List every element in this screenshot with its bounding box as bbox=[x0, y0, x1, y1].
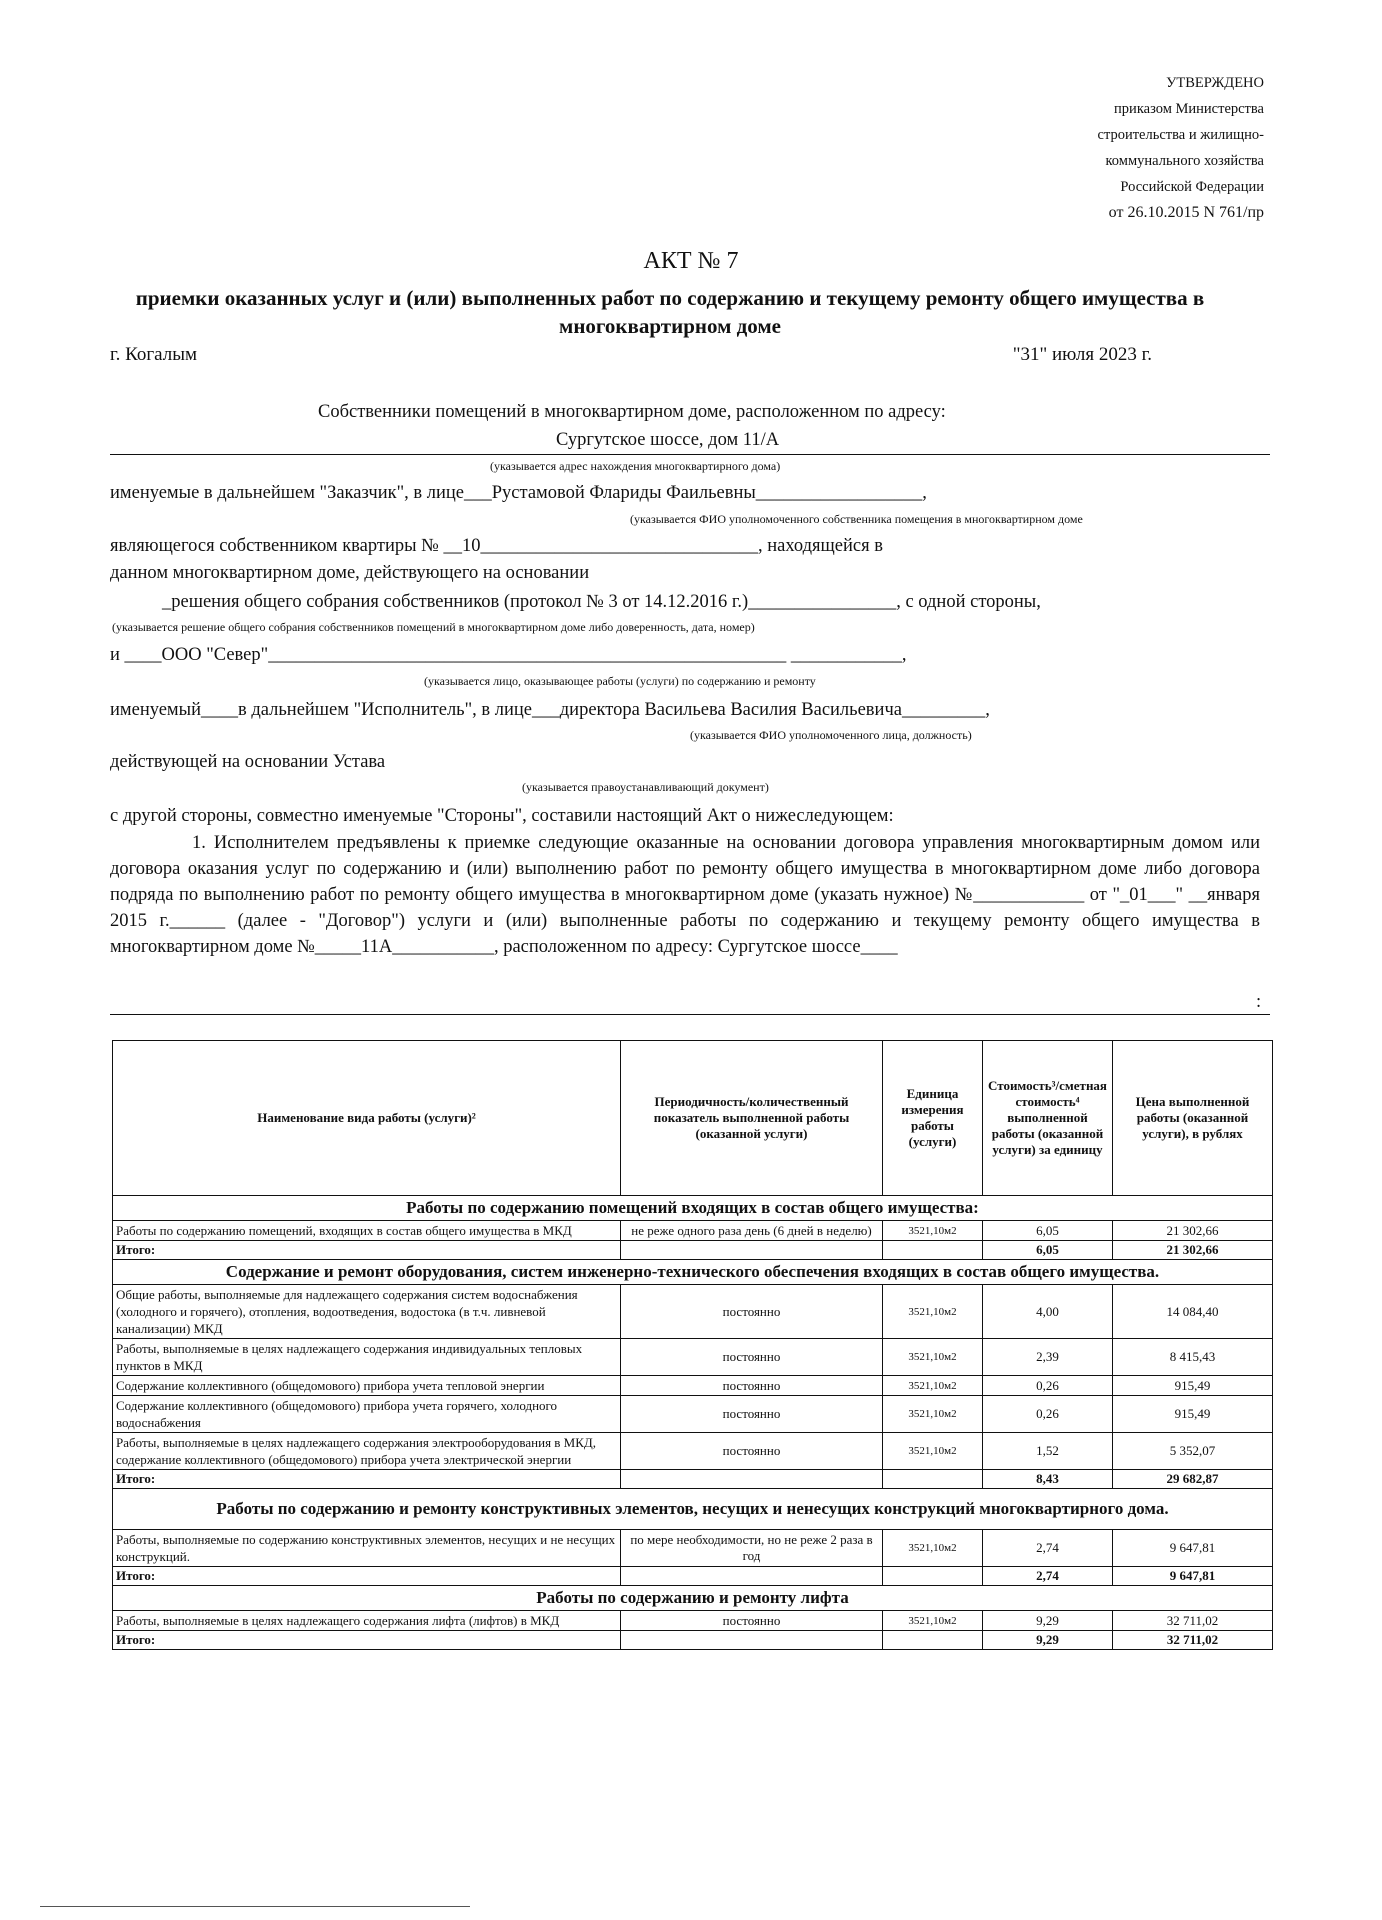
contractor-hint: (указывается лицо, оказывающее работы (услуги) по содержанию и ремонту bbox=[424, 674, 816, 688]
header-unit: Единица измерения работы (услуги) bbox=[883, 1041, 983, 1196]
colon-mark: : bbox=[1256, 992, 1262, 1012]
total-row bbox=[113, 1567, 1273, 1586]
total-label: Итого: bbox=[113, 1241, 621, 1260]
work-name: Содержание коллективного (общедомового) прибора учета тепловой энергии bbox=[113, 1376, 621, 1396]
work-period: постоянно bbox=[621, 1611, 883, 1631]
charter-hint: (указывается правоустанавливающий документ) bbox=[522, 780, 769, 794]
table-row bbox=[113, 1530, 1273, 1567]
work-price: 915,49 bbox=[1113, 1396, 1273, 1433]
table-header-row bbox=[113, 1041, 1273, 1196]
approval-line: Российской Федерации bbox=[1120, 179, 1264, 195]
footer-divider bbox=[40, 1906, 470, 1907]
contractor-line: и ____ООО "Север"________________________________________________________ ____________, bbox=[110, 645, 907, 665]
table-row bbox=[113, 1285, 1273, 1339]
approval-line: строительства и жилищно- bbox=[1097, 127, 1264, 143]
work-unit: 3521,10м2 bbox=[883, 1530, 983, 1567]
customer-line: именуемые в дальнейшем "Заказчик", в лице___Рустамовой Флариды Фаильевны__________________, bbox=[110, 483, 927, 503]
work-price: 21 302,66 bbox=[1113, 1221, 1273, 1241]
basis-line: данном многоквартирном доме, действующего на основании bbox=[110, 563, 590, 583]
section-title: Работы по содержанию и ремонту лифта bbox=[113, 1586, 1273, 1611]
work-name: Общие работы, выполняемые для надлежащего содержания систем водоснабжения (холодного и горячего), отопления, водоотведения, водостока (в т.ч. ливневой канализации) МКД bbox=[113, 1285, 621, 1339]
work-cost: 2,74 bbox=[983, 1530, 1113, 1567]
work-name: Работы, выполняемые в целях надлежащего содержания индивидуальных тепловых пунктов в МКД bbox=[113, 1339, 621, 1376]
work-price: 32 711,02 bbox=[1113, 1611, 1273, 1631]
work-cost: 2,39 bbox=[983, 1339, 1113, 1376]
act-number: АКТ № 7 bbox=[643, 248, 739, 274]
address-hint: (указывается адрес нахождения многоквартирного дома) bbox=[490, 459, 781, 473]
total-price: 32 711,02 bbox=[1113, 1631, 1273, 1650]
work-unit: 3521,10м2 bbox=[883, 1611, 983, 1631]
work-cost: 0,26 bbox=[983, 1376, 1113, 1396]
table-row bbox=[113, 1376, 1273, 1396]
work-cost: 1,52 bbox=[983, 1433, 1113, 1470]
work-price: 915,49 bbox=[1113, 1376, 1273, 1396]
customer-hint: (указывается ФИО уполномоченного собственника помещения в многоквартирном доме bbox=[630, 512, 1083, 526]
work-cost: 9,29 bbox=[983, 1611, 1113, 1631]
approval-line: от 26.10.2015 N 761/пр bbox=[1108, 204, 1264, 221]
work-cost: 0,26 bbox=[983, 1396, 1113, 1433]
work-period: по мере необходимости, но не реже 2 раза в год bbox=[621, 1530, 883, 1567]
total-price: 9 647,81 bbox=[1113, 1567, 1273, 1586]
paragraph-1 bbox=[110, 830, 1260, 960]
table-row bbox=[113, 1339, 1273, 1376]
work-name: Работы, выполняемые по содержанию конструктивных элементов, несущих и не несущих конструкций. bbox=[113, 1530, 621, 1567]
executor-line: именуемый____в дальнейшем "Исполнитель", в лице___директора Васильева Василия Васильевича_________, bbox=[110, 700, 990, 720]
work-name: Содержание коллективного (общедомового) прибора учета горячего, холодного водоснабжения bbox=[113, 1396, 621, 1433]
header-price: Цена выполненной работы (оказанной услуги), в рублях bbox=[1113, 1041, 1273, 1196]
work-unit: 3521,10м2 bbox=[883, 1339, 983, 1376]
total-row bbox=[113, 1470, 1273, 1489]
work-unit: 3521,10м2 bbox=[883, 1396, 983, 1433]
paragraph-1-text: 1. Исполнителем предъявлены к приемке следующие оказанные на основании договора управления многоквартирным домом или договора оказания услуг по содержанию и (или) выполнению работ по ремонту общего имущества в многоквартирном доме либо договора подряда по выполнению работ по ремонту общего имущества в многоквартирном доме (указать нужное) №____________ от "_01___" __января 2015 г.______ (далее - "Договор") услуги и (или) выполненные работы по содержанию и текущему ремонту общего имущества в многоквартирном доме №_____11А___________, расположенном по адресу: Сургутское шоссе____ bbox=[110, 833, 1260, 957]
agreement-intro: с другой стороны, совместно именуемые "Стороны", составили настоящий Акт о нижеследующем: bbox=[110, 806, 894, 826]
total-cost: 8,43 bbox=[983, 1470, 1113, 1489]
work-period: постоянно bbox=[621, 1396, 883, 1433]
approval-line: коммунального хозяйства bbox=[1105, 153, 1264, 169]
work-unit: 3521,10м2 bbox=[883, 1285, 983, 1339]
header-cost: Стоимость³/сметная стоимость⁴ выполненной работы (оказанной услуги) за единицу bbox=[983, 1041, 1113, 1196]
total-price: 29 682,87 bbox=[1113, 1470, 1273, 1489]
city: г. Когалым bbox=[110, 344, 198, 365]
work-period: не реже одного раза день (6 дней в неделю) bbox=[621, 1221, 883, 1241]
total-cost: 9,29 bbox=[983, 1631, 1113, 1650]
total-row bbox=[113, 1241, 1273, 1260]
section-title: Содержание и ремонт оборудования, систем инженерно-технического обеспечения входящих в состав общего имущества. bbox=[113, 1260, 1273, 1285]
work-unit: 3521,10м2 bbox=[883, 1221, 983, 1241]
total-price: 21 302,66 bbox=[1113, 1241, 1273, 1260]
table-row bbox=[113, 1396, 1273, 1433]
table-row bbox=[113, 1611, 1273, 1631]
total-label: Итого: bbox=[113, 1567, 621, 1586]
work-period: постоянно bbox=[621, 1376, 883, 1396]
work-unit: 3521,10м2 bbox=[883, 1433, 983, 1470]
work-name: Работы по содержанию помещений, входящих в состав общего имущества в МКД bbox=[113, 1221, 621, 1241]
approval-line: приказом Министерства bbox=[1114, 101, 1264, 117]
approval-line: УТВЕРЖДЕНО bbox=[1166, 75, 1264, 91]
underline bbox=[110, 1014, 1270, 1015]
act-subtitle: приемки оказанных услуг и (или) выполненных работ по содержанию и текущему ремонту общего имущества в многоквартирном доме bbox=[135, 286, 1205, 338]
total-label: Итого: bbox=[113, 1470, 621, 1489]
work-period: постоянно bbox=[621, 1285, 883, 1339]
owners-intro: Собственники помещений в многоквартирном доме, расположенном по адресу: bbox=[318, 402, 946, 422]
works-table bbox=[112, 1040, 1273, 1650]
total-cost: 6,05 bbox=[983, 1241, 1113, 1260]
section-row bbox=[113, 1489, 1273, 1530]
approval-block bbox=[1098, 70, 1264, 226]
header-period: Периодичность/количественный показатель выполненной работы (оказанной услуги) bbox=[621, 1041, 883, 1196]
work-price: 14 084,40 bbox=[1113, 1285, 1273, 1339]
total-label: Итого: bbox=[113, 1631, 621, 1650]
table-row bbox=[113, 1433, 1273, 1470]
decision-line: _решения общего собрания собственников (протокол № 3 от 14.12.2016 г.)________________, с одной стороны, bbox=[162, 592, 1041, 612]
act-date: "31" июля 2023 г. bbox=[1012, 344, 1152, 365]
total-row bbox=[113, 1631, 1273, 1650]
underline bbox=[110, 454, 1270, 455]
charter-line: действующей на основании Устава bbox=[110, 752, 386, 772]
owner-line: являющегося собственником квартиры № __10______________________________, находящейся в bbox=[110, 536, 883, 556]
work-period: постоянно bbox=[621, 1339, 883, 1376]
section-title: Работы по содержанию помещений входящих в состав общего имущества: bbox=[113, 1196, 1273, 1221]
house-address: Сургутское шоссе, дом 11/А bbox=[556, 430, 780, 450]
work-unit: 3521,10м2 bbox=[883, 1376, 983, 1396]
work-price: 5 352,07 bbox=[1113, 1433, 1273, 1470]
work-period: постоянно bbox=[621, 1433, 883, 1470]
section-row bbox=[113, 1196, 1273, 1221]
work-cost: 6,05 bbox=[983, 1221, 1113, 1241]
work-price: 8 415,43 bbox=[1113, 1339, 1273, 1376]
work-name: Работы, выполняемые в целях надлежащего содержания электрооборудования в МКД, содержание коллективного (общедомового) прибора учета электрической энергии bbox=[113, 1433, 621, 1470]
work-cost: 4,00 bbox=[983, 1285, 1113, 1339]
header-name: Наименование вида работы (услуги)² bbox=[113, 1041, 621, 1196]
decision-hint: (указывается решение общего собрания собственников помещений в многоквартирном доме либо доверенность, дата, номер) bbox=[112, 620, 755, 634]
executor-hint: (указывается ФИО уполномоченного лица, должность) bbox=[690, 728, 972, 742]
work-name: Работы, выполняемые в целях надлежащего содержания лифта (лифтов) в МКД bbox=[113, 1611, 621, 1631]
work-price: 9 647,81 bbox=[1113, 1530, 1273, 1567]
section-row bbox=[113, 1586, 1273, 1611]
section-title: Работы по содержанию и ремонту конструктивных элементов, несущих и ненесущих конструкций многоквартирного дома. bbox=[113, 1489, 1273, 1530]
table-row bbox=[113, 1221, 1273, 1241]
section-row bbox=[113, 1260, 1273, 1285]
total-cost: 2,74 bbox=[983, 1567, 1113, 1586]
